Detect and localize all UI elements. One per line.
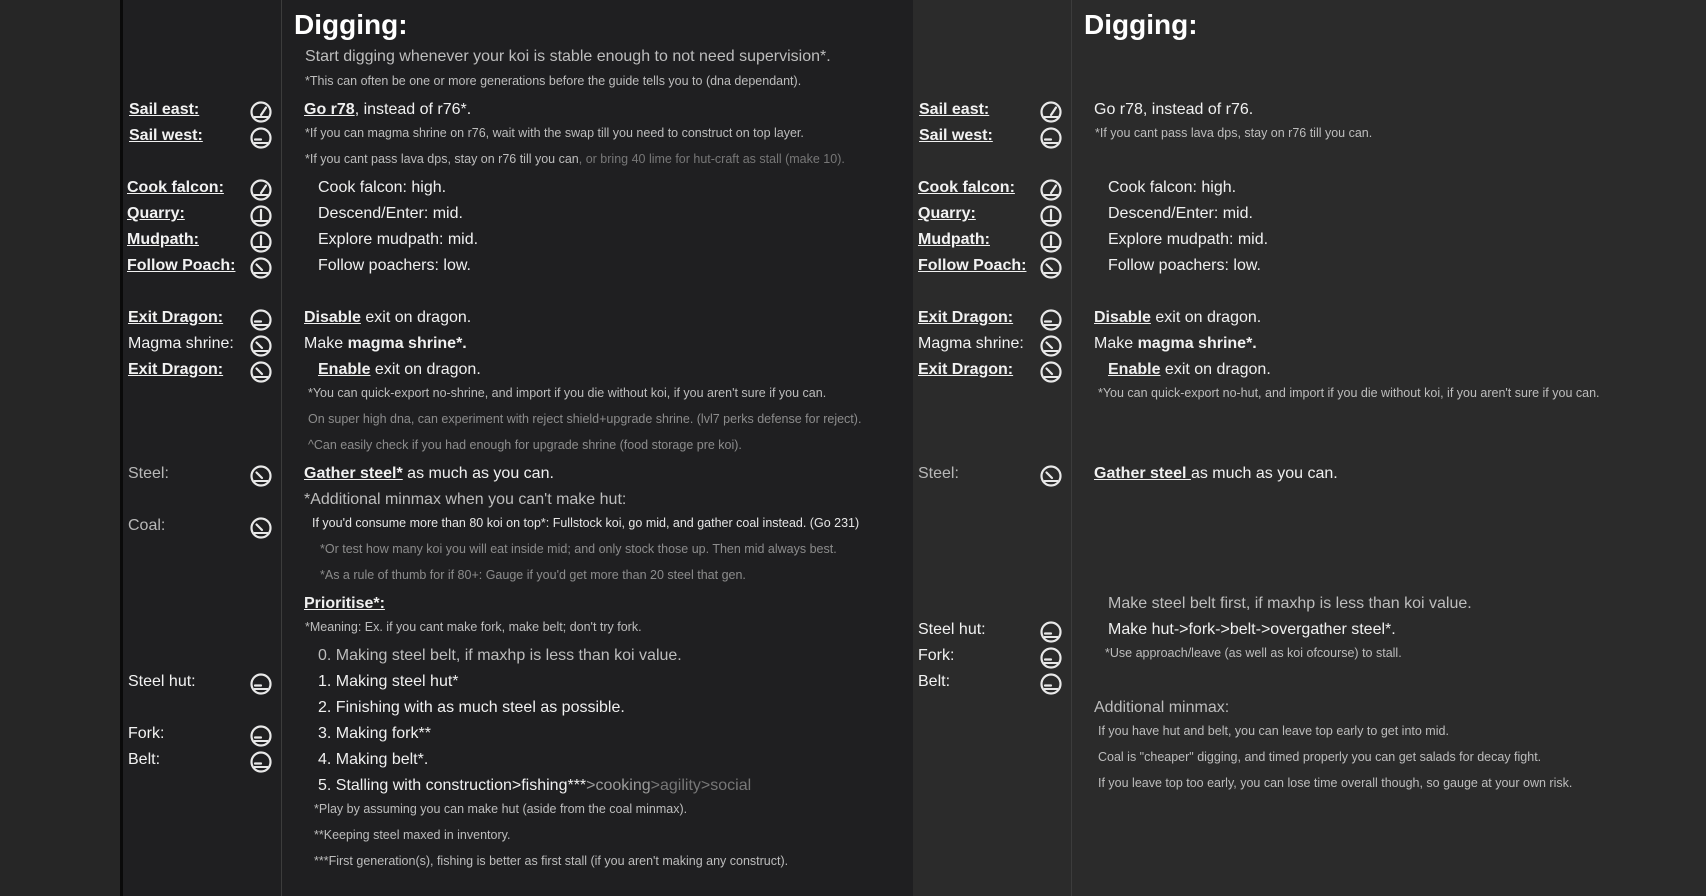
left-label-exit-dragon-2[interactable]: Exit Dragon: — [128, 361, 224, 378]
right-enable-line: Enable exit on dragon. — [1108, 361, 1271, 378]
gauge-high-icon — [249, 100, 273, 124]
left-note-first-gen: ***First generation(s), fishing is better as first stall (if you aren't making any construct). — [314, 854, 789, 868]
right-additional-minmax: Additional minmax: — [1094, 699, 1230, 716]
right-disable-line: Disable exit on dragon. — [1094, 309, 1262, 326]
left-note-super-dna: On super high dna, can experiment with reject shield+upgrade shrine. (lvl7 perks defense for reject). — [308, 412, 862, 426]
gauge-low-icon — [1039, 620, 1063, 644]
left-label-coal: Coal: — [128, 517, 166, 534]
right-label-steel: Steel: — [918, 465, 959, 482]
disable-link[interactable]: Disable — [304, 309, 361, 326]
left-additional-minmax: *Additional minmax when you can't make hut: — [304, 491, 627, 508]
gauge-low-icon — [249, 126, 273, 150]
right-label-exit-dragon-2[interactable]: Exit Dragon: — [918, 361, 1014, 378]
left-make-line: Make magma shrine*. — [304, 335, 467, 352]
gauge-low-icon — [1039, 126, 1063, 150]
right-follow-text: Follow poachers: low. — [1108, 257, 1261, 274]
right-label-steel-hut: Steel hut: — [918, 621, 986, 638]
gauge-high-icon — [1039, 178, 1063, 202]
enable-link[interactable]: Enable — [1108, 361, 1161, 378]
gauge-mid-icon — [1039, 230, 1063, 254]
right-note-lava: *If you cant pass lava dps, stay on r76 till you can. — [1095, 126, 1373, 140]
gauge-down-icon — [249, 360, 273, 384]
left-note-lava: *If you cant pass lava dps, stay on r76 till you can, or bring 40 lime for hut-craft as stall (make 10). — [305, 152, 845, 166]
left-list-3: 3. Making fork** — [318, 725, 431, 742]
gauge-low-icon — [249, 724, 273, 748]
left-list-1: 1. Making steel hut* — [318, 673, 459, 690]
left-label-sail-east[interactable]: Sail east: — [129, 101, 200, 118]
left-label-sail-west[interactable]: Sail west: — [129, 127, 203, 144]
left-enable-line: Enable exit on dragon. — [318, 361, 481, 378]
gather-steel-link[interactable]: Gather steel* — [304, 465, 403, 482]
right-note-export: *You can quick-export no-hut, and import if you die without koi, if you aren't sure if you can. — [1098, 386, 1600, 400]
left-descend-text: Descend/Enter: mid. — [318, 205, 463, 222]
left-explore-text: Explore mudpath: mid. — [318, 231, 479, 248]
right-cook-falcon-text: Cook falcon: high. — [1108, 179, 1237, 196]
gauge-low-icon — [249, 308, 273, 332]
right-make-line: Make magma shrine*. — [1094, 335, 1257, 352]
right-note-coal: Coal is "cheaper" digging, and timed properly you can get salads for decay fight. — [1098, 750, 1542, 764]
left-label-exit-dragon-1[interactable]: Exit Dragon: — [128, 309, 224, 326]
gauge-mid-icon — [249, 204, 273, 228]
left-intro-note: *This can often be one or more generations before the guide tells you to (dna dependant). — [305, 74, 802, 88]
left-intro: Start digging whenever your koi is stable enough to not need supervision*. — [305, 48, 831, 65]
left-label-mudpath[interactable]: Mudpath: — [127, 231, 199, 248]
gauge-low-icon — [249, 672, 273, 696]
right-label-exit-dragon-1[interactable]: Exit Dragon: — [918, 309, 1014, 326]
left-label-follow-poach[interactable]: Follow Poach: — [127, 257, 236, 274]
left-note-meaning: *Meaning: Ex. if you cant make fork, make belt; don't try fork. — [305, 620, 642, 634]
gauge-down-icon — [249, 334, 273, 358]
right-label-follow-poach[interactable]: Follow Poach: — [918, 257, 1027, 274]
disable-link[interactable]: Disable — [1094, 309, 1151, 326]
gauge-down-icon — [1039, 464, 1063, 488]
right-explore-text: Explore mudpath: mid. — [1108, 231, 1269, 248]
left-label-steel: Steel: — [128, 465, 169, 482]
left-cook-falcon-text: Cook falcon: high. — [318, 179, 447, 196]
enable-link[interactable]: Enable — [318, 361, 371, 378]
gauge-down-icon — [1039, 256, 1063, 280]
right-make-belt-first: Make steel belt first, if maxhp is less than koi value. — [1108, 595, 1472, 612]
left-disable-line: Disable exit on dragon. — [304, 309, 472, 326]
left-label-belt: Belt: — [128, 751, 161, 768]
left-go-line: Go r78, instead of r76*. — [304, 101, 472, 118]
gauge-low-icon — [1039, 308, 1063, 332]
left-follow-text: Follow poachers: low. — [318, 257, 471, 274]
left-list-5: 5. Stalling with construction>fishing***>cooking>agility>social — [318, 777, 752, 794]
left-note-magma-r76: *If you can magma shrine on r76, wait with the swap till you need to construct on top layer. — [305, 126, 804, 140]
left-label-magma-shrine: Magma shrine: — [128, 335, 234, 352]
left-note-check: ^Can easily check if you had enough for upgrade shrine (food storage pre koi). — [308, 438, 742, 452]
right-make-hut-order: Make hut->fork->belt->overgather steel*. — [1108, 621, 1396, 638]
left-label-steel-hut: Steel hut: — [128, 673, 196, 690]
right-note-leave-top: If you leave top too early, you can lose time overall though, so gauge at your own risk. — [1098, 776, 1573, 790]
gauge-mid-icon — [1039, 204, 1063, 228]
gauge-down-icon — [1039, 360, 1063, 384]
right-title: Digging: — [1084, 9, 1198, 40]
left-note-export: *You can quick-export no-shrine, and import if you die without koi, if you aren't sure if you can. — [308, 386, 827, 400]
gauge-low-icon — [1039, 646, 1063, 670]
right-label-cook-falcon[interactable]: Cook falcon: — [918, 179, 1015, 196]
left-note-thumb: *As a rule of thumb for if 80+: Gauge if you'd get more than 20 steel that gen. — [320, 568, 746, 582]
right-label-magma-shrine: Magma shrine: — [918, 335, 1024, 352]
left-list-2: 2. Finishing with as much steel as possible. — [318, 699, 625, 716]
go-r78-link[interactable]: Go r78 — [304, 101, 355, 118]
right-label-belt: Belt: — [918, 673, 951, 690]
gauge-down-icon — [249, 464, 273, 488]
left-note-keeping: **Keeping steel maxed in inventory. — [314, 828, 511, 842]
gauge-down-icon — [1039, 334, 1063, 358]
right-label-fork: Fork: — [918, 647, 955, 664]
left-list-0: 0. Making steel belt, if maxhp is less than koi value. — [318, 647, 682, 664]
right-note-approach: *Use approach/leave (as well as koi ofcourse) to stall. — [1105, 646, 1402, 660]
right-label-sail-east[interactable]: Sail east: — [919, 101, 990, 118]
right-note-hut-belt: If you have hut and belt, you can leave top early to get into mid. — [1098, 724, 1449, 738]
left-note-play: *Play by assuming you can make hut (aside from the coal minmax). — [314, 802, 688, 816]
left-label-cook-falcon[interactable]: Cook falcon: — [127, 179, 224, 196]
left-title: Digging: — [294, 9, 408, 40]
gather-steel-link[interactable]: Gather steel — [1094, 465, 1191, 482]
left-label-fork: Fork: — [128, 725, 165, 742]
right-label-mudpath[interactable]: Mudpath: — [918, 231, 990, 248]
right-descend-text: Descend/Enter: mid. — [1108, 205, 1253, 222]
gauge-mid-icon — [249, 230, 273, 254]
gauge-high-icon — [249, 178, 273, 202]
right-column-divider — [1071, 0, 1072, 896]
right-label-quarry[interactable]: Quarry: — [918, 205, 976, 222]
right-go-text: Go r78, instead of r76. — [1094, 101, 1254, 118]
left-note-test: *Or test how many koi you will eat inside mid; and only stock those up. Then mid always best. — [320, 542, 837, 556]
gauge-high-icon — [1039, 100, 1063, 124]
left-note-consume: If you'd consume more than 80 koi on top*: Fullstock koi, go mid, and gather coal instead. (Go 231) — [312, 516, 860, 530]
left-gather-line: Gather steel* as much as you can. — [304, 465, 554, 482]
right-gather-line: Gather steel as much as you can. — [1094, 465, 1338, 482]
gauge-low-icon — [1039, 672, 1063, 696]
prioritise-link[interactable]: Prioritise*: — [304, 595, 385, 612]
left-label-quarry[interactable]: Quarry: — [127, 205, 185, 222]
left-column-divider — [281, 0, 282, 896]
left-list-4: 4. Making belt*. — [318, 751, 429, 768]
right-label-sail-west[interactable]: Sail west: — [919, 127, 993, 144]
gauge-down-icon — [249, 516, 273, 540]
gauge-low-icon — [249, 750, 273, 774]
gauge-down-icon — [249, 256, 273, 280]
